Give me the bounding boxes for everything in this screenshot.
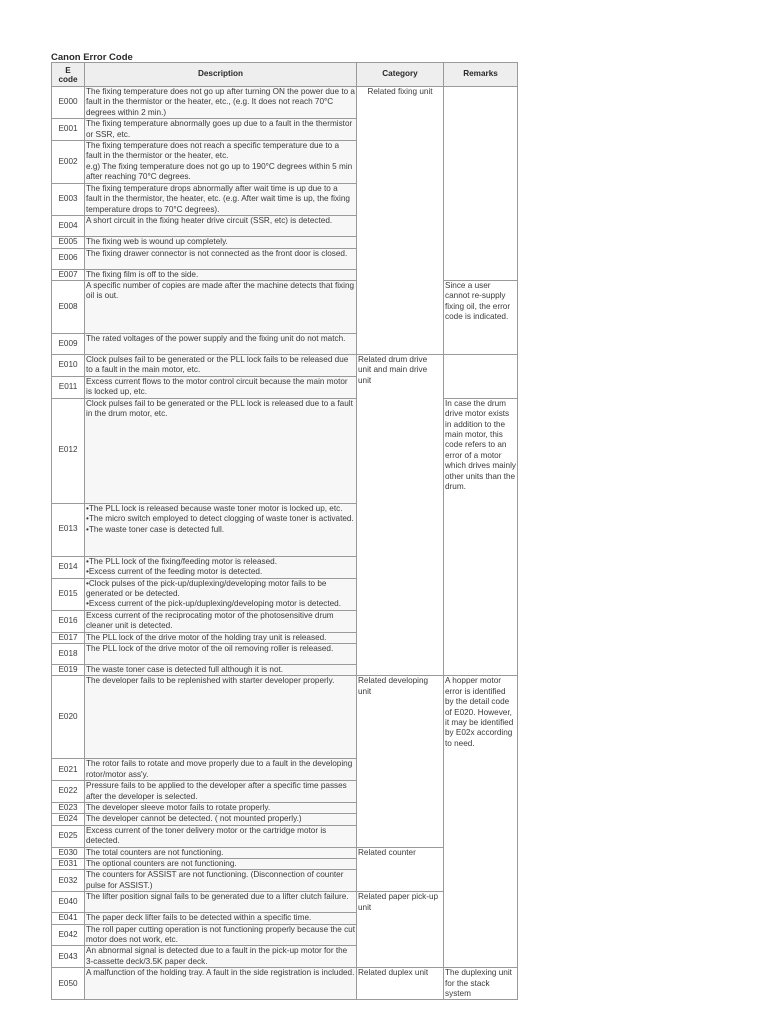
error-code-cell: E013 — [52, 503, 85, 556]
description-cell: The PLL lock of the drive motor of the holding tray unit is released. — [85, 632, 357, 643]
category-cell: Related duplex unit — [357, 968, 444, 1000]
header-remarks: Remarks — [444, 63, 518, 87]
category-cell: Related fixing unit — [357, 87, 444, 355]
error-code-cell: E014 — [52, 556, 85, 578]
remarks-cell: Since a user cannot re-supply fixing oil, the error code is indicated. — [444, 281, 518, 355]
error-code-cell: E007 — [52, 269, 85, 280]
description-cell: Pressure fails to be applied to the developer after a specific time passes after the developer is selected. — [85, 781, 357, 803]
error-code-cell: E019 — [52, 664, 85, 675]
header-code: E code — [52, 63, 85, 87]
description-cell: The fixing temperature does not go up after turning ON the power due to a fault in the thermistor or the heater, etc., (e.g. It does not reach 70°C degrees within 2 min.) — [86, 87, 355, 117]
description-cell: The fixing temperature abnormally goes up due to a fault in the thermistor or SSR, etc. — [85, 119, 357, 141]
table-row — [52, 676, 518, 759]
description-cell: •Clock pulses of the pick-up/duplexing/developing motor fails to be generated or be detected. •Excess current of the pick-up/duplexing/developing motor is detected. — [85, 578, 357, 610]
error-code-cell: E017 — [52, 632, 85, 643]
description-cell: The waste toner case is detected full although it is not. — [85, 664, 357, 675]
error-code-cell: E004 — [52, 216, 85, 237]
error-code-cell: E000 — [52, 87, 85, 119]
description-cell: A malfunction of the holding tray. A fault in the side registration is included. — [85, 968, 357, 1000]
error-code-cell: E023 — [52, 802, 85, 813]
error-code-cell: E042 — [52, 924, 85, 946]
error-code-cell: E041 — [52, 913, 85, 924]
error-code-cell: E011 — [52, 376, 85, 398]
error-code-cell: E002 — [52, 141, 85, 184]
error-code-cell: E020 — [52, 676, 85, 759]
description-cell: The rotor fails to rotate and move properly due to a fault in the developing rotor/motor ass'y. — [85, 759, 357, 781]
description-cell: Excess current of the reciprocating motor of the photosensitive drum cleaner unit is detected. — [85, 610, 357, 632]
description-cell: The developer sleeve motor fails to rotate properly. — [85, 802, 357, 813]
error-code-cell: E010 — [52, 355, 85, 377]
table-row — [52, 87, 518, 119]
category-cell: Related developing unit — [357, 676, 444, 847]
error-code-cell: E043 — [52, 946, 85, 968]
remarks-cell — [444, 355, 518, 399]
error-code-cell: E016 — [52, 610, 85, 632]
error-code-cell: E006 — [52, 248, 85, 269]
error-code-cell: E009 — [52, 334, 85, 355]
description-cell: The PLL lock of the drive motor of the oil removing roller is released. — [85, 643, 357, 664]
error-code-cell: E031 — [52, 859, 85, 870]
error-code-cell: E024 — [52, 814, 85, 825]
error-code-cell: E025 — [52, 825, 85, 847]
error-code-cell: E003 — [52, 184, 85, 216]
error-code-cell: E030 — [52, 847, 85, 858]
description-cell: The optional counters are not functioning. — [85, 859, 357, 870]
remarks-cell: A hopper motor error is identified by the detail code of E020. However, it may be identified by E02x according to need. — [444, 676, 518, 968]
description-cell: The fixing film is off to the side. — [85, 269, 357, 280]
description-cell: Excess current of the toner delivery motor or the cartridge motor is detected. — [85, 825, 357, 847]
description-cell: The roll paper cutting operation is not functioning properly because the cut motor does not work, etc. — [86, 924, 355, 945]
remarks-cell: The duplexing unit for the stack system — [444, 968, 518, 1000]
table-row — [52, 355, 518, 377]
error-code-table — [51, 62, 518, 1000]
description-cell: •The PLL lock is released because waste toner motor is locked up, etc. •The micro switch employed to detect clogging of waste toner is activated. •The waste toner case is detected full. — [85, 503, 357, 556]
description-cell: Excess current flows to the motor control circuit because the main motor is locked up, etc. — [85, 376, 357, 398]
description-cell: The counters for ASSIST are not functioning. (Disconnection of counter pulse for ASSIST.) — [85, 870, 357, 892]
description-cell: The rated voltages of the power supply and the fixing unit do not match. — [85, 334, 357, 355]
category-cell: Related counter — [357, 847, 444, 892]
description-cell: The fixing temperature does not reach a specific temperature due to a fault in the thermistor or the heater, etc. e.g) The fixing temperature does not go up to 190°C degrees within 5 min after reaching 70°C degrees. — [85, 141, 357, 184]
description-cell: A short circuit in the fixing heater drive circuit (SSR, etc) is detected. — [85, 216, 357, 237]
description-cell: The total counters are not functioning. — [85, 847, 357, 858]
error-code-cell: E008 — [52, 281, 85, 334]
category-cell: Related paper pick-up unit — [357, 892, 444, 968]
description-cell: The paper deck lifter fails to be detected within a specific time. — [85, 913, 357, 924]
error-code-cell: E022 — [52, 781, 85, 803]
table-row — [52, 968, 518, 1000]
table-header-row — [52, 63, 518, 87]
description-cell: The fixing temperature drops abnormally after wait time is up due to a fault in the thermistor, the heater, etc. (e.g. After wait time is up, the fixing temperature drops to 70°C degrees). — [85, 184, 357, 216]
error-code-cell: E012 — [52, 398, 85, 503]
description-cell: A specific number of copies are made after the machine detects that fixing oil is out. — [85, 281, 357, 334]
error-code-cell: E018 — [52, 643, 85, 664]
description-cell: An abnormal signal is detected due to a fault in the pick-up motor for the 3-cassette deck/3.5K paper deck. — [85, 946, 357, 968]
error-code-cell: E005 — [52, 237, 85, 248]
table-row — [52, 398, 518, 503]
remarks-cell — [444, 87, 518, 281]
error-code-cell: E040 — [52, 892, 85, 913]
description-cell: The developer cannot be detected. ( not mounted properly.) — [85, 814, 357, 825]
error-code-cell: E021 — [52, 759, 85, 781]
category-cell: Related drum drive unit and main drive unit — [357, 355, 444, 676]
error-code-cell: E015 — [52, 578, 85, 610]
description-cell: The fixing web is wound up completely. — [85, 237, 357, 248]
header-category: Category — [357, 63, 444, 87]
document-title: Canon Error Code — [51, 52, 133, 63]
description-cell: •The PLL lock of the fixing/feeding motor is released. •Excess current of the feeding motor is detected. — [85, 556, 357, 578]
table-row — [52, 281, 518, 334]
description-cell: The developer fails to be replenished with starter developer properly. — [85, 676, 357, 759]
description-cell: Clock pulses fail to be generated or the PLL lock is released due to a fault in the drum motor, etc. — [85, 398, 357, 503]
error-code-cell: E050 — [52, 968, 85, 1000]
description-cell: The fixing drawer connector is not connected as the front door is closed. — [85, 248, 357, 269]
error-code-cell: E032 — [52, 870, 85, 892]
remarks-cell: In case the drum drive motor exists in addition to the main motor, this code refers to an error of a motor which drives mainly other units than the drum. — [444, 398, 518, 676]
description-cell: The lifter position signal fails to be generated due to a lifter clutch failure. — [85, 892, 357, 913]
description-cell: Clock pulses fail to be generated or the PLL lock fails to be released due to a fault in the main motor, etc. — [85, 355, 357, 377]
error-code-cell: E001 — [52, 119, 85, 141]
header-description: Description — [85, 63, 357, 87]
